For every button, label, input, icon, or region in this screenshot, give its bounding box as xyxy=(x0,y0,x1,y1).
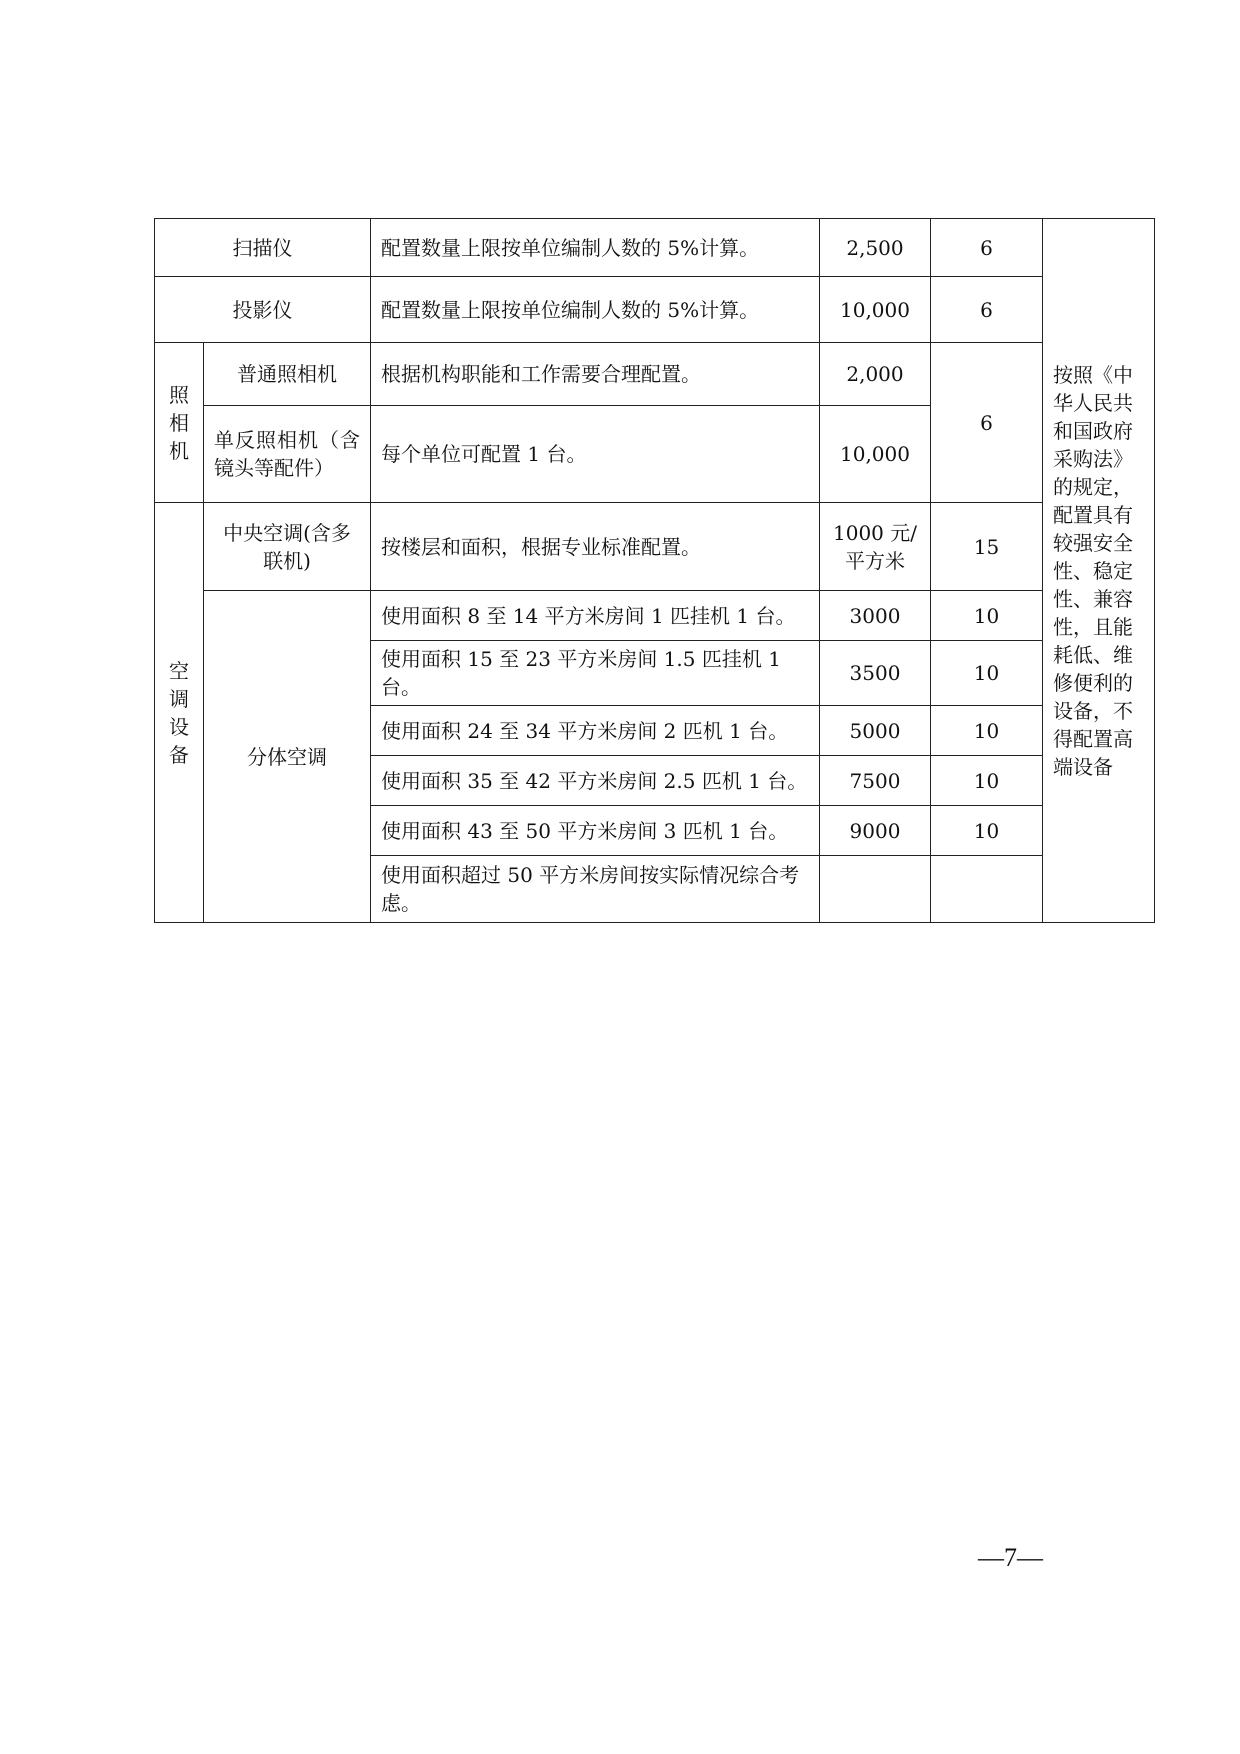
table-row xyxy=(155,343,1155,406)
item-name: 分体空调 xyxy=(204,591,371,923)
item-name: 普通照相机 xyxy=(204,343,371,406)
item-price: 10,000 xyxy=(820,406,931,503)
item-description: 使用面积 24 至 34 平方米房间 2 匹机 1 台。 xyxy=(371,706,820,756)
item-years: 10 xyxy=(931,806,1043,856)
item-price: 3000 xyxy=(820,591,931,641)
item-years: 6 xyxy=(931,219,1043,277)
item-years: 10 xyxy=(931,591,1043,641)
item-description: 使用面积超过 50 平方米房间按实际情况综合考虑。 xyxy=(371,856,820,923)
item-years: 6 xyxy=(931,277,1043,343)
equipment-spec-table xyxy=(154,218,1155,923)
item-description: 使用面积 43 至 50 平方米房间 3 匹机 1 台。 xyxy=(371,806,820,856)
table-row xyxy=(155,219,1155,277)
procurement-note xyxy=(1043,219,1155,923)
item-name: 扫描仪 xyxy=(155,219,371,277)
item-years xyxy=(931,856,1043,923)
item-price: 2,000 xyxy=(820,343,931,406)
item-price xyxy=(820,856,931,923)
item-name: 单反照相机（含镜头等配件） xyxy=(204,406,371,503)
item-price: 10,000 xyxy=(820,277,931,343)
table-row xyxy=(155,591,1155,641)
item-description: 根据机构职能和工作需要合理配置。 xyxy=(371,343,820,406)
item-price: 5000 xyxy=(820,706,931,756)
group-label-camera: 照相机 xyxy=(155,343,204,503)
group-label-aircon: 空调设备 xyxy=(155,503,204,923)
procurement-note-text: 按照《中华人民共和国政府采购法》的规定，配置具有较强安全性、稳定性、兼容性，且能耗低、维修便利的设备，不得配置高端设备 xyxy=(1053,362,1133,779)
item-years: 10 xyxy=(931,756,1043,806)
item-description: 使用面积 8 至 14 平方米房间 1 匹挂机 1 台。 xyxy=(371,591,820,641)
item-price: 1000 元/平方米 xyxy=(820,503,931,591)
item-description: 每个单位可配置 1 台。 xyxy=(371,406,820,503)
item-years: 10 xyxy=(931,706,1043,756)
item-price: 9000 xyxy=(820,806,931,856)
table-row xyxy=(155,277,1155,343)
item-years: 10 xyxy=(931,641,1043,706)
item-years: 6 xyxy=(931,343,1043,503)
item-years: 15 xyxy=(931,503,1043,591)
page-number: —7— xyxy=(978,1543,1043,1572)
item-name: 中央空调(含多联机) xyxy=(204,503,371,591)
table-row xyxy=(155,503,1155,591)
item-description: 使用面积 15 至 23 平方米房间 1.5 匹挂机 1 台。 xyxy=(371,641,820,706)
item-description: 使用面积 35 至 42 平方米房间 2.5 匹机 1 台。 xyxy=(371,756,820,806)
item-price: 7500 xyxy=(820,756,931,806)
item-description: 配置数量上限按单位编制人数的 5%计算。 xyxy=(371,219,820,277)
item-description: 配置数量上限按单位编制人数的 5%计算。 xyxy=(371,277,820,343)
item-description: 按楼层和面积，根据专业标准配置。 xyxy=(371,503,820,591)
item-price: 3500 xyxy=(820,641,931,706)
item-price: 2,500 xyxy=(820,219,931,277)
item-name: 投影仪 xyxy=(155,277,371,343)
